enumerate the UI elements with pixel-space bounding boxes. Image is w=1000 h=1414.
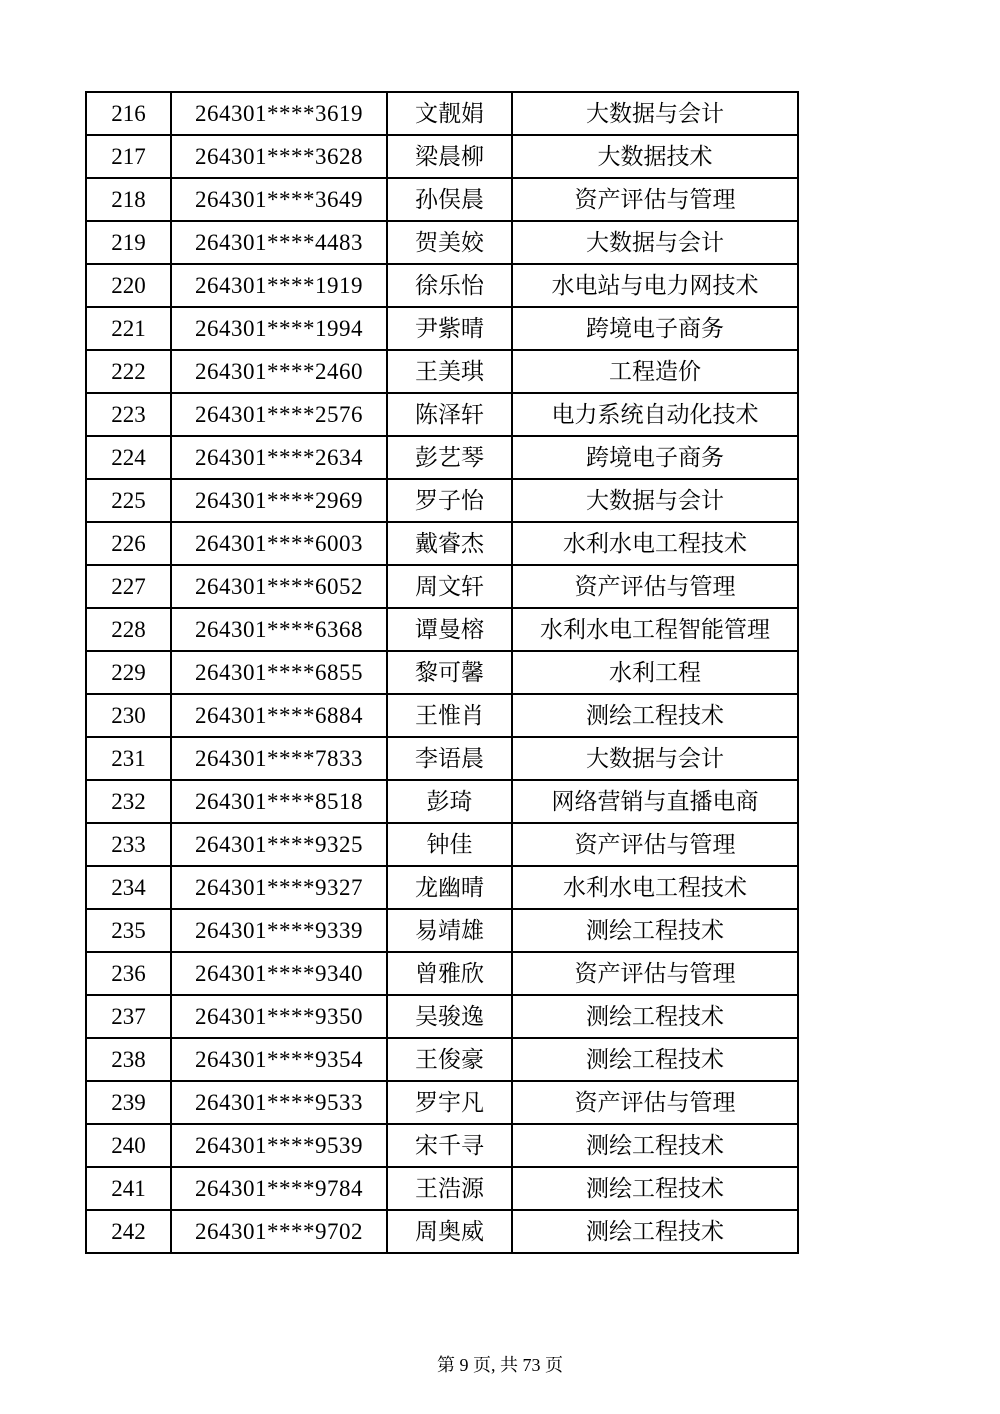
- candidate-id-cell: 264301****2460: [171, 350, 387, 393]
- table-row: [86, 1210, 798, 1253]
- student-name-cell: 龙幽晴: [387, 866, 512, 909]
- candidate-id-cell: 264301****9339: [171, 909, 387, 952]
- row-number-cell: 218: [86, 178, 171, 221]
- major-program-cell: 网络营销与直播电商: [512, 780, 798, 823]
- candidate-id-cell: 264301****2634: [171, 436, 387, 479]
- student-name-cell: 李语晨: [387, 737, 512, 780]
- student-name-cell: 彭琦: [387, 780, 512, 823]
- student-name-cell: 王俊豪: [387, 1038, 512, 1081]
- row-number-cell: 232: [86, 780, 171, 823]
- student-name-cell: 周奥威: [387, 1210, 512, 1253]
- major-program-cell: 电力系统自动化技术: [512, 393, 798, 436]
- row-number-cell: 217: [86, 135, 171, 178]
- candidate-id-cell: 264301****9325: [171, 823, 387, 866]
- candidate-id-cell: 264301****7833: [171, 737, 387, 780]
- candidate-id-cell: 264301****1919: [171, 264, 387, 307]
- candidate-id-cell: 264301****6855: [171, 651, 387, 694]
- candidate-id-cell: 264301****9539: [171, 1124, 387, 1167]
- table-row: [86, 178, 798, 221]
- major-program-cell: 测绘工程技术: [512, 909, 798, 952]
- major-program-cell: 测绘工程技术: [512, 995, 798, 1038]
- row-number-cell: 219: [86, 221, 171, 264]
- major-program-cell: 资产评估与管理: [512, 1081, 798, 1124]
- row-number-cell: 242: [86, 1210, 171, 1253]
- candidate-id-cell: 264301****6368: [171, 608, 387, 651]
- row-number-cell: 238: [86, 1038, 171, 1081]
- major-program-cell: 测绘工程技术: [512, 1210, 798, 1253]
- student-name-cell: 王美琪: [387, 350, 512, 393]
- candidate-id-cell: 264301****9702: [171, 1210, 387, 1253]
- candidate-id-cell: 264301****6884: [171, 694, 387, 737]
- table-row: [86, 92, 798, 135]
- table-row: [86, 608, 798, 651]
- major-program-cell: 测绘工程技术: [512, 1167, 798, 1210]
- row-number-cell: 231: [86, 737, 171, 780]
- table-row: [86, 264, 798, 307]
- student-name-cell: 孙俣晨: [387, 178, 512, 221]
- row-number-cell: 233: [86, 823, 171, 866]
- table-row: [86, 135, 798, 178]
- major-program-cell: 资产评估与管理: [512, 952, 798, 995]
- student-name-cell: 钟佳: [387, 823, 512, 866]
- table-row: [86, 393, 798, 436]
- table-row: [86, 866, 798, 909]
- major-program-cell: 大数据与会计: [512, 92, 798, 135]
- row-number-cell: 237: [86, 995, 171, 1038]
- table-row: [86, 995, 798, 1038]
- major-program-cell: 水利水电工程智能管理: [512, 608, 798, 651]
- major-program-cell: 资产评估与管理: [512, 823, 798, 866]
- major-program-cell: 大数据技术: [512, 135, 798, 178]
- candidate-id-cell: 264301****9354: [171, 1038, 387, 1081]
- roster-table-body: [86, 92, 798, 1253]
- row-number-cell: 228: [86, 608, 171, 651]
- student-name-cell: 黎可馨: [387, 651, 512, 694]
- candidate-id-cell: 264301****3619: [171, 92, 387, 135]
- row-number-cell: 224: [86, 436, 171, 479]
- table-row: [86, 909, 798, 952]
- candidate-id-cell: 264301****9340: [171, 952, 387, 995]
- candidate-id-cell: 264301****9533: [171, 1081, 387, 1124]
- table-row: [86, 522, 798, 565]
- major-program-cell: 大数据与会计: [512, 479, 798, 522]
- student-name-cell: 曾雅欣: [387, 952, 512, 995]
- row-number-cell: 220: [86, 264, 171, 307]
- student-name-cell: 尹紫晴: [387, 307, 512, 350]
- major-program-cell: 水利水电工程技术: [512, 522, 798, 565]
- student-name-cell: 宋千寻: [387, 1124, 512, 1167]
- row-number-cell: 239: [86, 1081, 171, 1124]
- major-program-cell: 资产评估与管理: [512, 178, 798, 221]
- row-number-cell: 236: [86, 952, 171, 995]
- table-row: [86, 780, 798, 823]
- table-row: [86, 350, 798, 393]
- table-row: [86, 1038, 798, 1081]
- major-program-cell: 跨境电子商务: [512, 436, 798, 479]
- table-row: [86, 479, 798, 522]
- student-name-cell: 贺美姣: [387, 221, 512, 264]
- student-name-cell: 谭曼榕: [387, 608, 512, 651]
- major-program-cell: 工程造价: [512, 350, 798, 393]
- candidate-id-cell: 264301****3649: [171, 178, 387, 221]
- row-number-cell: 235: [86, 909, 171, 952]
- page-number-footer: 第 9 页, 共 73 页: [437, 1355, 563, 1375]
- major-program-cell: 测绘工程技术: [512, 1038, 798, 1081]
- major-program-cell: 测绘工程技术: [512, 694, 798, 737]
- candidate-id-cell: 264301****9327: [171, 866, 387, 909]
- table-row: [86, 1124, 798, 1167]
- row-number-cell: 234: [86, 866, 171, 909]
- table-row: [86, 1081, 798, 1124]
- student-name-cell: 易靖雄: [387, 909, 512, 952]
- row-number-cell: 225: [86, 479, 171, 522]
- candidate-id-cell: 264301****3628: [171, 135, 387, 178]
- row-number-cell: 221: [86, 307, 171, 350]
- table-row: [86, 952, 798, 995]
- row-number-cell: 229: [86, 651, 171, 694]
- candidate-id-cell: 264301****2969: [171, 479, 387, 522]
- table-row: [86, 737, 798, 780]
- student-name-cell: 周文轩: [387, 565, 512, 608]
- major-program-cell: 测绘工程技术: [512, 1124, 798, 1167]
- major-program-cell: 资产评估与管理: [512, 565, 798, 608]
- student-name-cell: 文靓娟: [387, 92, 512, 135]
- major-program-cell: 水利工程: [512, 651, 798, 694]
- candidate-id-cell: 264301****6052: [171, 565, 387, 608]
- student-name-cell: 罗宇凡: [387, 1081, 512, 1124]
- candidate-id-cell: 264301****8518: [171, 780, 387, 823]
- student-name-cell: 戴睿杰: [387, 522, 512, 565]
- student-name-cell: 徐乐怡: [387, 264, 512, 307]
- row-number-cell: 240: [86, 1124, 171, 1167]
- row-number-cell: 223: [86, 393, 171, 436]
- table-row: [86, 823, 798, 866]
- student-name-cell: 彭艺琴: [387, 436, 512, 479]
- row-number-cell: 227: [86, 565, 171, 608]
- major-program-cell: 大数据与会计: [512, 737, 798, 780]
- table-row: [86, 307, 798, 350]
- student-name-cell: 陈泽轩: [387, 393, 512, 436]
- student-name-cell: 王惟肖: [387, 694, 512, 737]
- table-row: [86, 1167, 798, 1210]
- student-name-cell: 吴骏逸: [387, 995, 512, 1038]
- row-number-cell: 230: [86, 694, 171, 737]
- major-program-cell: 水利水电工程技术: [512, 866, 798, 909]
- candidate-id-cell: 264301****4483: [171, 221, 387, 264]
- candidate-id-cell: 264301****1994: [171, 307, 387, 350]
- row-number-cell: 241: [86, 1167, 171, 1210]
- student-name-cell: 罗子怡: [387, 479, 512, 522]
- row-number-cell: 222: [86, 350, 171, 393]
- student-name-cell: 王浩源: [387, 1167, 512, 1210]
- major-program-cell: 水电站与电力网技术: [512, 264, 798, 307]
- candidate-id-cell: 264301****6003: [171, 522, 387, 565]
- table-row: [86, 694, 798, 737]
- table-row: [86, 651, 798, 694]
- table-row: [86, 221, 798, 264]
- candidate-id-cell: 264301****2576: [171, 393, 387, 436]
- row-number-cell: 226: [86, 522, 171, 565]
- row-number-cell: 216: [86, 92, 171, 135]
- major-program-cell: 大数据与会计: [512, 221, 798, 264]
- student-roster-table: [85, 91, 799, 1254]
- table-row: [86, 565, 798, 608]
- major-program-cell: 跨境电子商务: [512, 307, 798, 350]
- candidate-id-cell: 264301****9350: [171, 995, 387, 1038]
- student-name-cell: 梁晨柳: [387, 135, 512, 178]
- candidate-id-cell: 264301****9784: [171, 1167, 387, 1210]
- table-row: [86, 436, 798, 479]
